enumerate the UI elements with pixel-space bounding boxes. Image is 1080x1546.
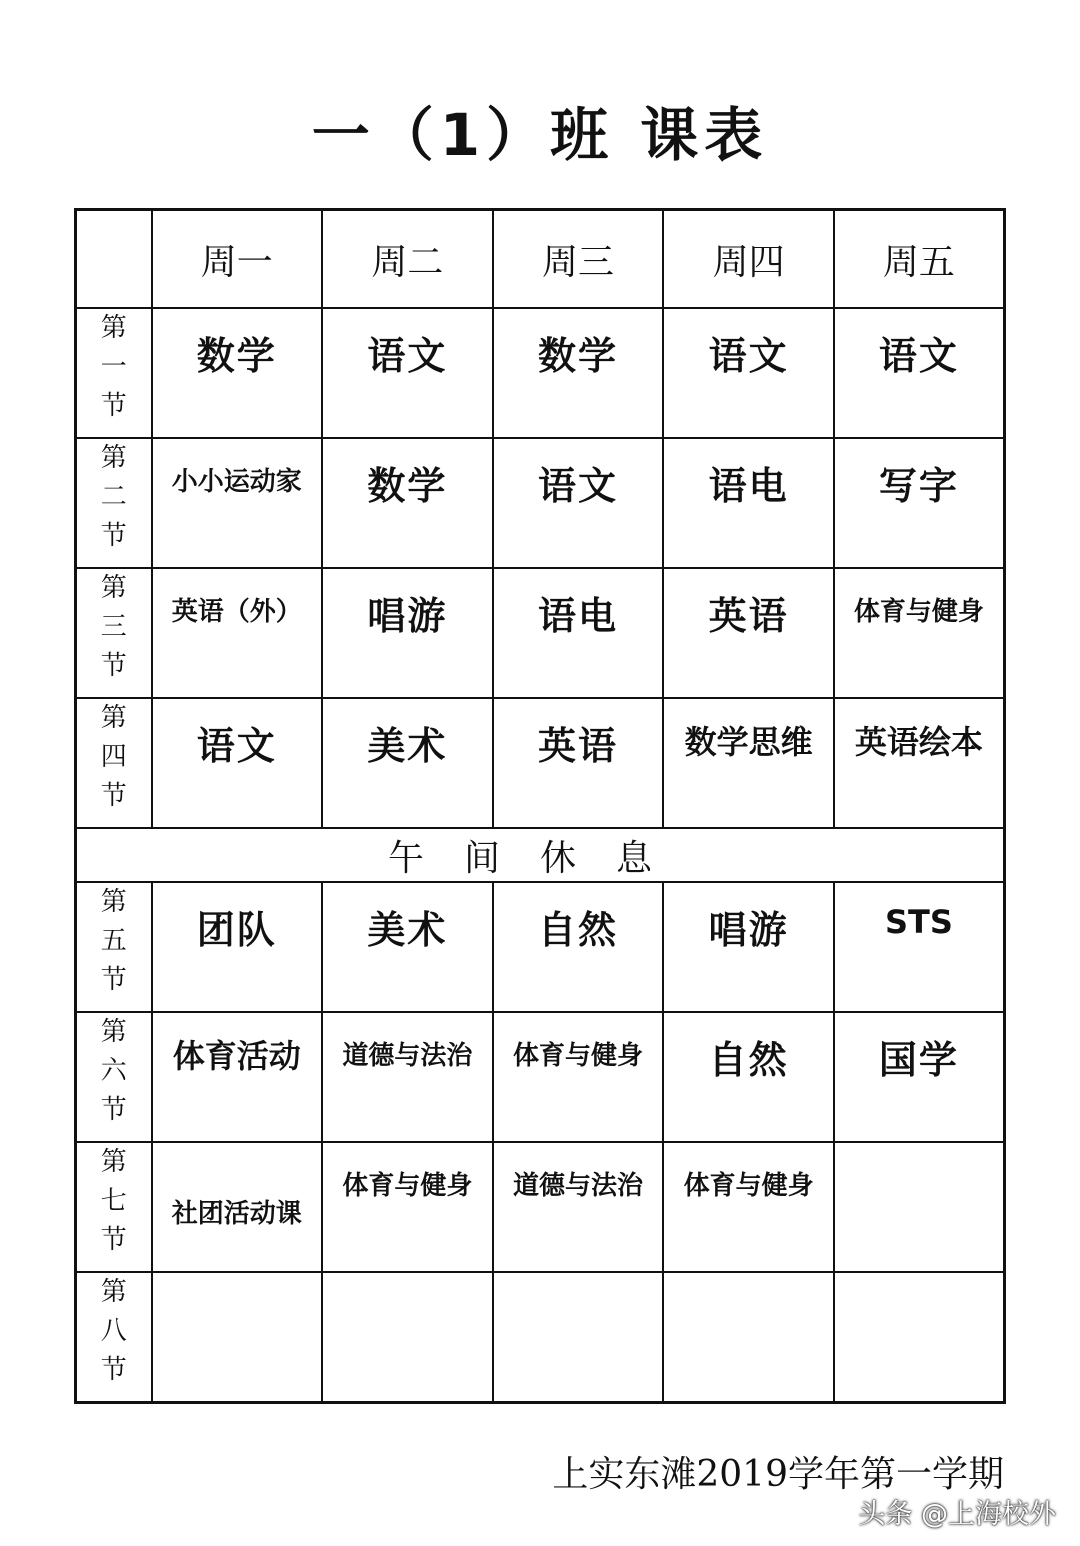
schedule-cell xyxy=(322,308,493,438)
schedule-cell xyxy=(663,698,834,828)
day-header-row xyxy=(76,210,1005,309)
subject-name: 团队 xyxy=(196,908,277,952)
subject-name: 小小运动家 xyxy=(171,467,302,497)
lunch-break-row xyxy=(76,828,1005,882)
period-label-char: 四 xyxy=(100,742,127,772)
schedule-cell xyxy=(322,568,493,698)
period-row xyxy=(76,698,1005,828)
period-label-char: 八 xyxy=(100,1316,127,1346)
schedule-cell xyxy=(322,882,493,1012)
period-label xyxy=(76,882,152,1012)
subject-name: 英语 xyxy=(537,724,618,768)
period-label-char: 节 xyxy=(100,1225,127,1255)
subject-name: 唱游 xyxy=(367,594,448,638)
schedule-cell xyxy=(322,438,493,568)
subject-name: 语文 xyxy=(878,334,959,378)
period-label-char: 第 xyxy=(100,1277,127,1307)
subject-name: 道德与法治 xyxy=(342,1041,473,1071)
period-label-char: 节 xyxy=(100,1355,127,1385)
period-label-char: 七 xyxy=(100,1186,127,1216)
schedule-cell xyxy=(663,1142,834,1272)
subject-name: 体育与健身 xyxy=(512,1041,643,1071)
schedule-cell xyxy=(322,698,493,828)
subject-name: 美术 xyxy=(367,724,448,768)
timetable xyxy=(74,208,1006,1404)
subject-name: 体育活动 xyxy=(172,1037,301,1075)
subject-name: 自然 xyxy=(537,908,618,952)
schedule-cell xyxy=(493,1142,664,1272)
period-label-char: 一 xyxy=(100,352,127,382)
day-header-mon: 周一 xyxy=(152,210,323,309)
schedule-cell xyxy=(834,698,1005,828)
subject-name: 语文 xyxy=(537,464,618,508)
period-label xyxy=(76,308,152,438)
subject-name: 美术 xyxy=(367,908,448,952)
period-label-char: 节 xyxy=(100,391,127,421)
period-row xyxy=(76,1272,1005,1403)
period-label-char: 二 xyxy=(100,482,127,512)
schedule-cell xyxy=(152,438,323,568)
schedule-cell xyxy=(834,1272,1005,1403)
schedule-cell xyxy=(322,1142,493,1272)
subject-name: 语文 xyxy=(367,334,448,378)
schedule-cell xyxy=(493,568,664,698)
period-label-char: 第 xyxy=(100,1017,127,1047)
subject-name: 唱游 xyxy=(708,908,789,952)
schedule-cell xyxy=(152,1272,323,1403)
lunch-break-label: 午间休息 xyxy=(76,828,1005,882)
semester-footer: 上实东滩2019学年第一学期 xyxy=(552,1454,1004,1495)
period-label xyxy=(76,1142,152,1272)
period-label xyxy=(76,698,152,828)
schedule-cell xyxy=(663,568,834,698)
subject-name: 语电 xyxy=(708,464,789,508)
subject-name: 写字 xyxy=(878,464,959,508)
schedule-cell xyxy=(152,1142,323,1272)
schedule-cell xyxy=(834,438,1005,568)
schedule-cell xyxy=(152,1012,323,1142)
schedule-cell xyxy=(322,1012,493,1142)
subject-name: 数学 xyxy=(537,334,618,378)
schedule-cell xyxy=(493,308,664,438)
period-row xyxy=(76,1142,1005,1272)
page-title: 一（1）班 课表 xyxy=(311,101,769,169)
schedule-cell xyxy=(663,1012,834,1142)
schedule-cell xyxy=(663,1272,834,1403)
corner-cell xyxy=(76,210,152,309)
schedule-cell xyxy=(493,1272,664,1403)
period-label xyxy=(76,438,152,568)
subject-name: 道德与法治 xyxy=(512,1171,643,1201)
subject-name: 自然 xyxy=(708,1038,789,1082)
period-label-char: 第 xyxy=(100,1147,127,1177)
schedule-cell xyxy=(834,1142,1005,1272)
period-label-char: 五 xyxy=(100,926,127,956)
schedule-cell xyxy=(152,308,323,438)
period-label-char: 三 xyxy=(100,612,127,642)
subject-name: 语电 xyxy=(537,594,618,638)
schedule-cell xyxy=(152,882,323,1012)
day-header-tue: 周二 xyxy=(322,210,493,309)
subject-name: 语文 xyxy=(708,334,789,378)
subject-name: 国学 xyxy=(878,1038,959,1082)
schedule-cell xyxy=(834,1012,1005,1142)
period-label-char: 第 xyxy=(100,573,127,603)
day-header-wed: 周三 xyxy=(493,210,664,309)
period-row xyxy=(76,438,1005,568)
schedule-cell xyxy=(663,308,834,438)
subject-name: 体育与健身 xyxy=(342,1171,473,1201)
period-row xyxy=(76,1012,1005,1142)
subject-name: 体育与健身 xyxy=(683,1171,814,1201)
period-label-char: 节 xyxy=(100,781,127,811)
subject-name: 英语（外） xyxy=(171,597,302,627)
period-label-char: 节 xyxy=(100,521,127,551)
schedule-cell xyxy=(834,568,1005,698)
subject-name: 数学 xyxy=(367,464,448,508)
schedule-cell xyxy=(493,438,664,568)
schedule-cell xyxy=(322,1272,493,1403)
subject-name: 数学思维 xyxy=(684,723,813,761)
period-label-char: 第 xyxy=(100,887,127,917)
period-label-char: 节 xyxy=(100,651,127,681)
schedule-cell xyxy=(493,698,664,828)
period-row xyxy=(76,308,1005,438)
day-header-thu: 周四 xyxy=(663,210,834,309)
period-label xyxy=(76,1272,152,1403)
watermark: 头条 @上海校外 xyxy=(858,1499,1056,1530)
period-row xyxy=(76,568,1005,698)
subject-name: 社团活动课 xyxy=(171,1199,302,1229)
schedule-cell xyxy=(152,568,323,698)
schedule-cell xyxy=(493,882,664,1012)
schedule-cell xyxy=(663,438,834,568)
period-label-char: 六 xyxy=(100,1056,127,1086)
period-label xyxy=(76,568,152,698)
period-row xyxy=(76,882,1005,1012)
schedule-cell xyxy=(663,882,834,1012)
period-label-char: 第 xyxy=(100,703,127,733)
subject-name: 数学 xyxy=(196,334,277,378)
period-label-char: 节 xyxy=(100,965,127,995)
schedule-cell xyxy=(834,882,1005,1012)
period-label-char: 第 xyxy=(100,313,127,343)
schedule-cell xyxy=(493,1012,664,1142)
period-label-char: 节 xyxy=(100,1095,127,1125)
period-label-char: 第 xyxy=(100,443,127,473)
schedule-cell xyxy=(834,308,1005,438)
subject-name: STS xyxy=(884,903,953,941)
schedule-cell xyxy=(152,698,323,828)
subject-name: 英语绘本 xyxy=(854,723,983,761)
period-label xyxy=(76,1012,152,1142)
subject-name: 语文 xyxy=(196,724,277,768)
day-header-fri: 周五 xyxy=(834,210,1005,309)
subject-name: 体育与健身 xyxy=(853,597,984,627)
subject-name: 英语 xyxy=(708,594,789,638)
